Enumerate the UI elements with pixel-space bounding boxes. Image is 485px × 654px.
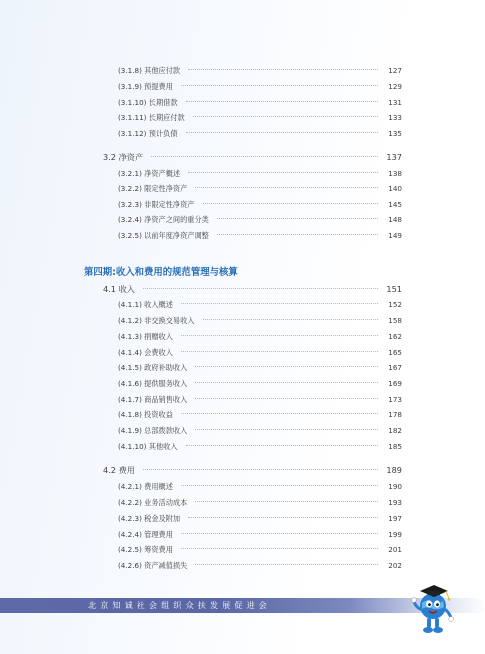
toc-page-number: 201 bbox=[388, 545, 402, 554]
dot-leader bbox=[195, 501, 378, 502]
dot-leader bbox=[217, 234, 378, 235]
toc-label: (4.1.3) 捐赠收入 bbox=[118, 332, 173, 341]
toc-row[interactable] bbox=[118, 545, 402, 555]
toc-page-number: 197 bbox=[388, 514, 402, 523]
toc-page-number: 133 bbox=[388, 113, 402, 122]
toc-page-number: 190 bbox=[388, 482, 402, 491]
toc-row[interactable] bbox=[118, 231, 402, 241]
toc-label: (4.1.1) 收入概述 bbox=[118, 300, 173, 309]
toc-page-number: 167 bbox=[388, 363, 402, 372]
toc-section-row[interactable] bbox=[103, 465, 402, 476]
toc-label: (3.2.5) 以前年度净资产调整 bbox=[118, 231, 209, 240]
toc-row[interactable] bbox=[118, 200, 402, 210]
toc-label: (4.2.1) 费用概述 bbox=[118, 482, 173, 491]
toc-label: (3.2.4) 净资产之间的重分类 bbox=[118, 215, 209, 224]
toc-label: (3.1.10) 长期借款 bbox=[118, 98, 178, 107]
toc-page-number: 199 bbox=[388, 530, 402, 539]
dot-leader bbox=[195, 382, 378, 383]
dot-leader bbox=[181, 85, 378, 86]
toc-label: 4.2 费用 bbox=[103, 465, 135, 475]
toc-page-number: 151 bbox=[386, 284, 402, 294]
toc-page-number: 127 bbox=[388, 66, 402, 75]
toc-label: (4.1.5) 政府补助收入 bbox=[118, 363, 188, 372]
toc-row[interactable] bbox=[118, 530, 402, 540]
toc-page-number: 169 bbox=[388, 379, 402, 388]
toc-label: (4.2.6) 资产减值损失 bbox=[118, 561, 188, 570]
toc-label: (4.1.7) 商品销售收入 bbox=[118, 395, 188, 404]
toc-page-number: 137 bbox=[386, 152, 402, 162]
toc-row[interactable] bbox=[118, 316, 402, 326]
toc-section-row[interactable] bbox=[103, 152, 402, 163]
dot-leader bbox=[195, 564, 378, 565]
toc-label: (3.2.1) 净资产概述 bbox=[118, 169, 181, 178]
toc-page-number: 145 bbox=[388, 200, 402, 209]
toc-label: (4.2.4) 管理费用 bbox=[118, 530, 173, 539]
toc-section-row[interactable] bbox=[103, 284, 402, 295]
dot-leader bbox=[195, 187, 378, 188]
toc-row[interactable] bbox=[118, 169, 402, 179]
toc-row[interactable] bbox=[118, 514, 402, 524]
chapter-title[interactable]: 第四期:收入和费用的规范管理与核算 bbox=[84, 267, 238, 278]
toc-row[interactable] bbox=[118, 379, 402, 389]
toc-row[interactable] bbox=[118, 363, 402, 373]
toc-page-number: 152 bbox=[388, 300, 402, 309]
toc-page-number: 131 bbox=[388, 98, 402, 107]
toc-label: (3.2.2) 限定性净资产 bbox=[118, 184, 188, 193]
toc-row[interactable] bbox=[118, 184, 402, 194]
toc-page-number: 148 bbox=[388, 215, 402, 224]
toc-page-number: 149 bbox=[388, 231, 402, 240]
toc-page-number: 138 bbox=[388, 169, 402, 178]
dot-leader bbox=[188, 172, 378, 173]
toc-label: (4.1.2) 非交换交易收入 bbox=[118, 316, 195, 325]
toc-page-number: 189 bbox=[386, 465, 402, 475]
toc-label: (3.1.11) 长期应付款 bbox=[118, 113, 185, 122]
toc-page-number: 193 bbox=[388, 498, 402, 507]
dot-leader bbox=[195, 429, 378, 430]
toc-page-number: 158 bbox=[388, 316, 402, 325]
toc-label: (3.1.9) 预提费用 bbox=[118, 82, 173, 91]
toc-row[interactable] bbox=[118, 82, 402, 92]
dot-leader bbox=[181, 533, 378, 534]
toc-row[interactable] bbox=[118, 410, 402, 420]
toc-page-number: 135 bbox=[388, 129, 402, 138]
toc-row[interactable] bbox=[118, 442, 402, 452]
dot-leader bbox=[143, 288, 378, 289]
toc-label: 4.1 收入 bbox=[103, 284, 135, 294]
toc-label: (4.1.9) 总部拨款收入 bbox=[118, 426, 188, 435]
toc-page-number: 202 bbox=[388, 561, 402, 570]
dot-leader bbox=[181, 303, 378, 304]
dot-leader bbox=[195, 366, 378, 367]
toc-label: (4.2.5) 筹资费用 bbox=[118, 545, 173, 554]
dot-leader bbox=[203, 203, 379, 204]
dot-leader bbox=[186, 445, 378, 446]
toc-page-number: 165 bbox=[388, 348, 402, 357]
toc-label: (3.1.12) 预计负债 bbox=[118, 129, 178, 138]
toc-label: (4.1.6) 提供服务收入 bbox=[118, 379, 188, 388]
toc-row[interactable] bbox=[118, 426, 402, 436]
toc-row[interactable] bbox=[118, 498, 402, 508]
dot-leader bbox=[195, 398, 378, 399]
toc-page-number: 185 bbox=[388, 442, 402, 451]
dot-leader bbox=[217, 218, 378, 219]
dot-leader bbox=[181, 335, 378, 336]
toc-page-number: 173 bbox=[388, 395, 402, 404]
dot-leader bbox=[143, 469, 378, 470]
toc-label: (4.2.2) 业务活动成本 bbox=[118, 498, 188, 507]
dot-leader bbox=[193, 116, 378, 117]
toc-row[interactable] bbox=[118, 215, 402, 225]
toc-page-number: 178 bbox=[388, 410, 402, 419]
toc-row[interactable] bbox=[118, 482, 402, 492]
graduation-mascot-icon bbox=[410, 576, 456, 638]
dot-leader bbox=[186, 101, 378, 102]
toc-label: 3.2 净资产 bbox=[103, 152, 144, 162]
dot-leader bbox=[188, 517, 378, 518]
toc-label: (3.2.3) 非限定性净资产 bbox=[118, 200, 195, 209]
toc-page-number: 162 bbox=[388, 332, 402, 341]
dot-leader bbox=[186, 132, 378, 133]
toc-page-number: 182 bbox=[388, 426, 402, 435]
toc-row[interactable] bbox=[118, 561, 402, 571]
toc-row[interactable] bbox=[118, 113, 402, 123]
toc-row[interactable] bbox=[118, 348, 402, 358]
toc-label: (4.1.8) 投资收益 bbox=[118, 410, 173, 419]
dot-leader bbox=[181, 413, 378, 414]
toc-page-number: 129 bbox=[388, 82, 402, 91]
toc-row[interactable] bbox=[118, 129, 402, 139]
dot-leader bbox=[151, 156, 378, 157]
toc-page-number: 140 bbox=[388, 184, 402, 193]
toc-row[interactable] bbox=[118, 98, 402, 108]
toc-label: (4.1.10) 其他收入 bbox=[118, 442, 178, 451]
toc-row[interactable] bbox=[118, 332, 402, 342]
toc-row[interactable] bbox=[118, 66, 402, 76]
toc-label: (4.1.4) 会费收入 bbox=[118, 348, 173, 357]
toc-row[interactable] bbox=[118, 395, 402, 405]
toc-label: (3.1.8) 其他应付款 bbox=[118, 66, 181, 75]
dot-leader bbox=[203, 319, 379, 320]
toc-label: (4.2.3) 税金及附加 bbox=[118, 514, 181, 523]
dot-leader bbox=[188, 69, 378, 70]
footer-organization-name: 北京知诚社会组织众扶发展促进会 bbox=[88, 601, 271, 610]
dot-leader bbox=[181, 351, 378, 352]
toc-row[interactable] bbox=[118, 300, 402, 310]
dot-leader bbox=[181, 548, 378, 549]
dot-leader bbox=[181, 485, 378, 486]
